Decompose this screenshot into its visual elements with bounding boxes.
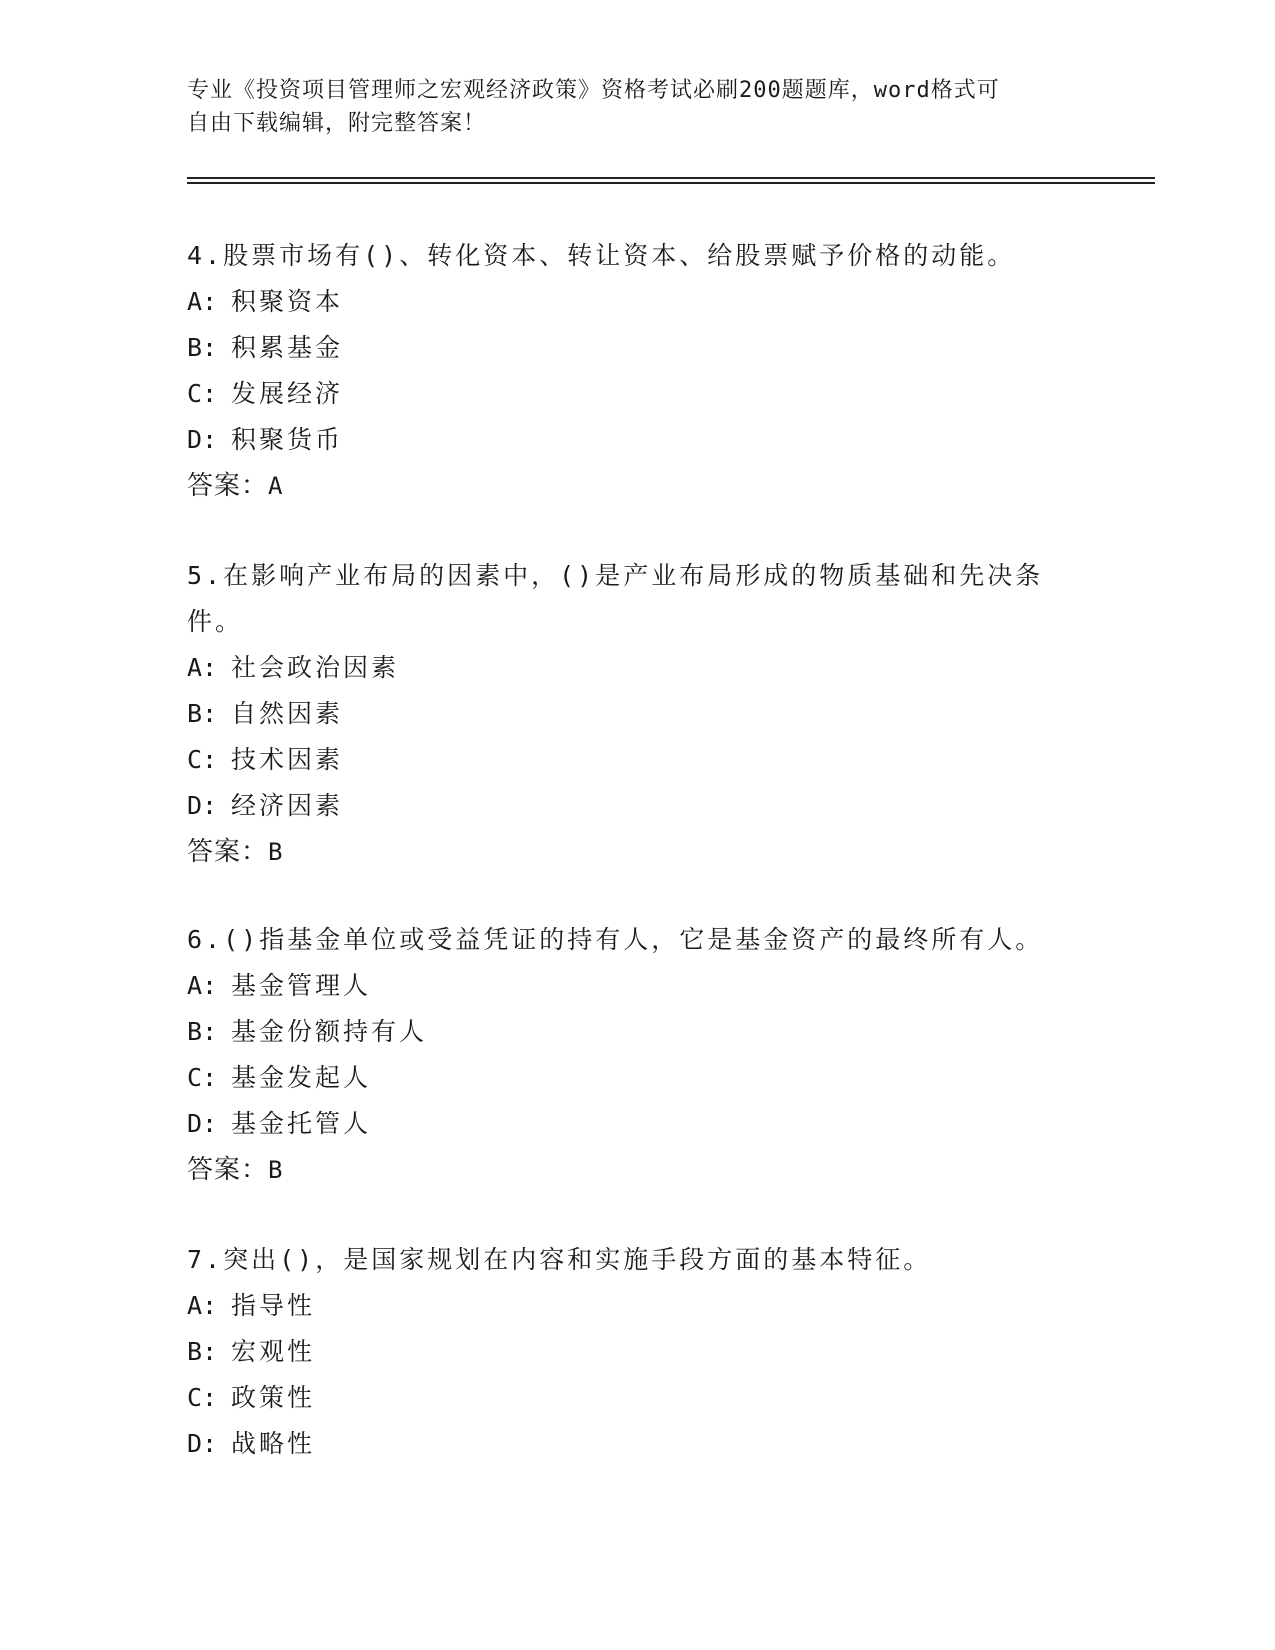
option-letter: C: [187,379,218,408]
option-c [187,737,1087,783]
question-block [187,553,1087,875]
answer-label: 答案： [187,471,269,501]
option-letter: A: [187,287,218,316]
option-letter: B: [187,699,218,728]
option-letter: C: [187,1383,218,1412]
answer-value: A [268,472,284,500]
option-b [187,691,1087,737]
option-letter: C: [187,745,218,774]
option-c [187,371,1087,417]
option-text: 战略性 [231,1429,316,1458]
option-a [187,279,1087,325]
option-letter: A: [187,971,218,1000]
option-b [187,325,1087,371]
option-b [187,1329,1087,1375]
header-divider-top [187,177,1155,179]
option-text: 指导性 [231,1291,316,1320]
answer-line [187,829,1087,875]
option-text: 基金管理人 [231,971,372,1000]
option-letter: B: [187,1017,218,1046]
option-d [187,783,1087,829]
option-a [187,645,1087,691]
answer-line [187,1147,1087,1193]
option-d [187,417,1087,463]
header-divider-bottom [187,182,1155,184]
option-d [187,1421,1087,1467]
answer-line [187,463,1087,509]
question-stem: 7.突出()，是国家规划在内容和实施手段方面的基本特征。 [187,1245,932,1274]
option-text: 积累基金 [231,333,344,362]
option-text: 政策性 [231,1383,316,1412]
option-text: 经济因素 [231,791,344,820]
question-stem: 4.股票市场有()、转化资本、转让资本、给股票赋予价格的动能。 [187,241,1016,270]
option-text: 积聚资本 [231,287,344,316]
option-letter: B: [187,333,218,362]
option-letter: A: [187,1291,218,1320]
option-b [187,1009,1087,1055]
option-letter: D: [187,791,218,820]
option-text: 发展经济 [231,379,344,408]
document-header [187,74,1067,140]
answer-label: 答案： [187,1155,269,1185]
option-letter: A: [187,653,218,682]
question-block [187,1237,1087,1467]
option-letter: B: [187,1337,218,1366]
option-a [187,963,1087,1009]
option-text: 基金发起人 [231,1063,372,1092]
option-d [187,1101,1087,1147]
option-text: 基金托管人 [231,1109,372,1138]
answer-label: 答案： [187,837,269,867]
answer-value: B [268,838,284,866]
option-letter: D: [187,1109,218,1138]
header-line-2: 自由下载编辑，附完整答案！ [187,111,487,136]
option-text: 宏观性 [231,1337,316,1366]
question-stem: 6.()指基金单位或受益凭证的持有人，它是基金资产的最终所有人。 [187,925,1044,954]
answer-value: B [268,1156,284,1184]
option-c [187,1055,1087,1101]
option-a [187,1283,1087,1329]
option-text: 基金份额持有人 [231,1017,428,1046]
question-block [187,233,1087,509]
option-text: 技术因素 [231,745,344,774]
header-line-1: 专业《投资项目管理师之宏观经济政策》资格考试必刷200题题库，word格式可 [187,78,1000,103]
option-text: 积聚货币 [231,425,344,454]
option-letter: D: [187,425,218,454]
question-block [187,917,1087,1193]
question-stem: 5.在影响产业布局的因素中，()是产业布局形成的物质基础和先决条 [187,561,1044,590]
option-text: 自然因素 [231,699,344,728]
option-letter: D: [187,1429,218,1458]
option-letter: C: [187,1063,218,1092]
option-c [187,1375,1087,1421]
option-text: 社会政治因素 [231,653,400,682]
question-stem-continued: 件。 [187,607,244,636]
